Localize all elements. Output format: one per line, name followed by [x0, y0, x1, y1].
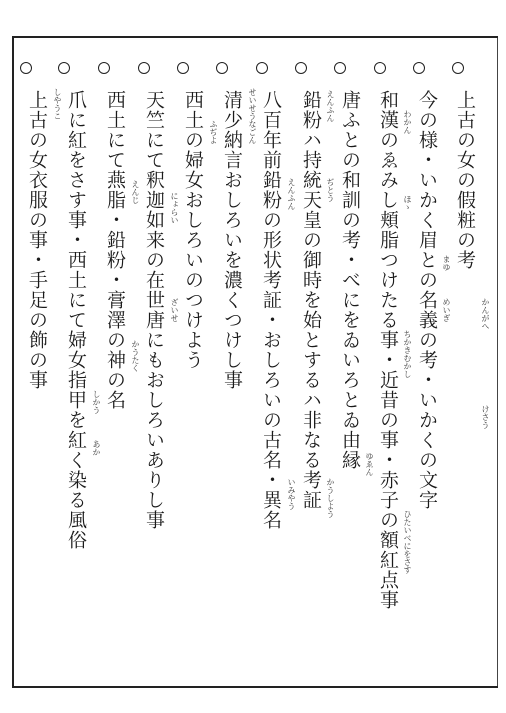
- furigana: めいぎ: [442, 298, 451, 322]
- text-column: 天竺にて釈迦如来の在世唐にもおしろいありし事: [143, 90, 165, 530]
- binding-hole: [98, 62, 110, 74]
- furigana: えんふん: [326, 90, 335, 122]
- furigana: かんがへ: [481, 298, 490, 330]
- furigana: えんじ: [131, 180, 140, 204]
- text-column: 西土の婦女おしろいのつけよう: [182, 90, 204, 370]
- binding-hole: [295, 62, 307, 74]
- frame-right-edge: [497, 38, 498, 686]
- furigana: かうたく: [131, 340, 140, 372]
- furigana: ほゝ: [403, 195, 412, 211]
- furigana: しかう: [92, 390, 101, 414]
- text-column: 爪に紅をさす事・西土にて婦女指甲を紅く染る風俗: [65, 90, 87, 550]
- furigana: せいせうなごん: [248, 88, 257, 144]
- furigana: ゆゑん: [365, 452, 374, 476]
- binding-hole: [374, 62, 386, 74]
- furigana: けさう: [481, 405, 490, 429]
- furigana: しやうこ: [53, 88, 62, 120]
- furigana: まゆ: [442, 255, 451, 271]
- furigana: ぢとう: [326, 178, 335, 202]
- text-column: 唐ふとの和訓の考・べにをゐいろとゐ由縁: [339, 90, 361, 470]
- furigana: ちかきむかし: [403, 330, 412, 378]
- binding-hole: [334, 62, 346, 74]
- binding-hole: [58, 62, 70, 74]
- text-column: 鉛粉ハ持統天皇の御時を始とするハ非なる考証: [300, 90, 322, 510]
- furigana: ふぢよ: [209, 120, 218, 144]
- text-column: 西土にて燕脂・鉛粉・膏澤の神の名: [104, 90, 126, 410]
- binding-holes: [20, 62, 490, 78]
- binding-hole: [20, 62, 32, 74]
- text-column: 和漢のゑみし頬脂つけたる事・近昔の事・赤子の額紅点事: [377, 90, 399, 610]
- furigana: ざいせ: [170, 298, 179, 322]
- text-column: 八百年前鉛粉の形状考証・おしろいの古名・異名: [260, 90, 282, 530]
- furigana: にょらい: [170, 192, 179, 224]
- text-column: 清少納言おしろいを濃くつけし事: [221, 90, 243, 390]
- furigana: わかん: [403, 110, 412, 134]
- binding-hole: [216, 62, 228, 74]
- binding-hole: [413, 62, 425, 74]
- text-column: 今の様・いかく眉との名義の考・いかくの文字: [416, 90, 438, 510]
- furigana: かうしよう: [326, 478, 335, 518]
- text-column: 上古の女の假粧の考: [454, 90, 476, 270]
- binding-hole: [256, 62, 268, 74]
- furigana: あか: [92, 440, 101, 456]
- text-column: 上古の女衣服の事・手足の飾の事: [26, 90, 48, 390]
- binding-hole: [177, 62, 189, 74]
- furigana: えんふん: [287, 178, 296, 210]
- furigana: ひたいべにをさす: [403, 510, 412, 574]
- binding-hole: [138, 62, 150, 74]
- binding-hole: [452, 62, 464, 74]
- furigana: いみやう: [287, 478, 296, 510]
